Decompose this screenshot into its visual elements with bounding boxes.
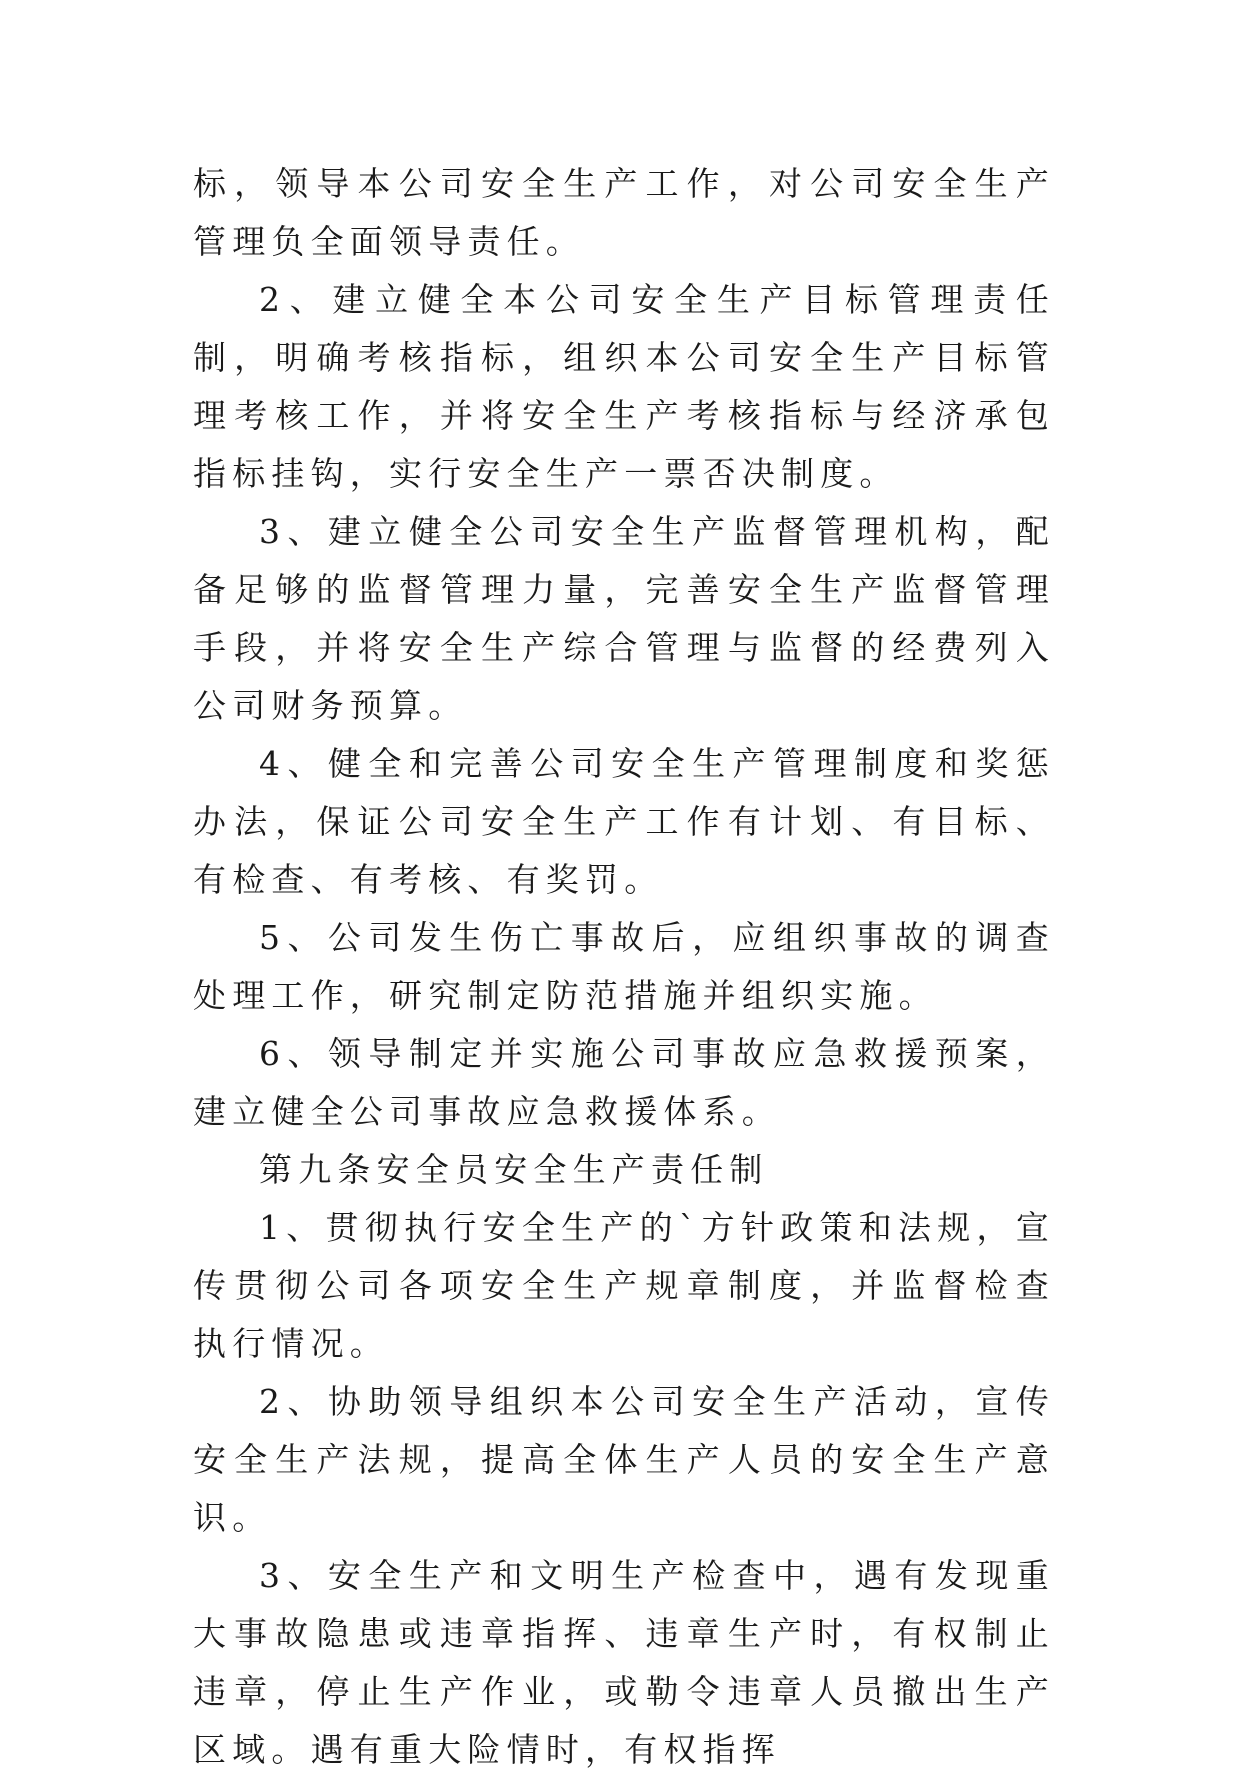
paragraph-item-5: 5、公司发生伤亡事故后，应组织事故的调查处理工作，研究制定防范措施并组织实施。	[193, 918, 1055, 1015]
paragraph-item-4: 4、健全和完善公司安全生产管理制度和奖惩办法，保证公司安全生产工作有计划、有目标、有检查、有考核、有奖罚。	[193, 744, 1055, 899]
paragraph-continued: 标，领导本公司安全生产工作，对公司安全生产管理负全面领导责任。	[193, 164, 1055, 261]
document-body	[193, 155, 1055, 1779]
paragraph-duty-2: 2、协助领导组织本公司安全生产活动，宣传安全生产法规，提高全体生产人员的安全生产意识。	[193, 1382, 1055, 1537]
paragraph-duty-1: 1、贯彻执行安全生产的`方针政策和法规，宣传贯彻公司各项安全生产规章制度，并监督检查执行情况。	[193, 1208, 1055, 1363]
paragraph-item-3: 3、建立健全公司安全生产监督管理机构，配备足够的监督管理力量，完善安全生产监督管理手段，并将安全生产综合管理与监督的经费列入公司财务预算。	[193, 512, 1055, 725]
paragraph-item-6: 6、领导制定并实施公司事故应急救援预案，建立健全公司事故应急救援体系。	[193, 1034, 1055, 1131]
paragraph-item-2: 2、建立健全本公司安全生产目标管理责任制，明确考核指标，组织本公司安全生产目标管理考核工作，并将安全生产考核指标与经济承包指标挂钩，实行安全生产一票否决制度。	[193, 280, 1055, 493]
section-heading-article-9: 第九条安全员安全生产责任制	[259, 1150, 769, 1189]
paragraph-duty-3: 3、安全生产和文明生产检查中，遇有发现重大事故隐患或违章指挥、违章生产时，有权制止违章，停止生产作业，或勒令违章人员撤出生产区域。遇有重大险情时，有权指挥	[193, 1556, 1055, 1769]
